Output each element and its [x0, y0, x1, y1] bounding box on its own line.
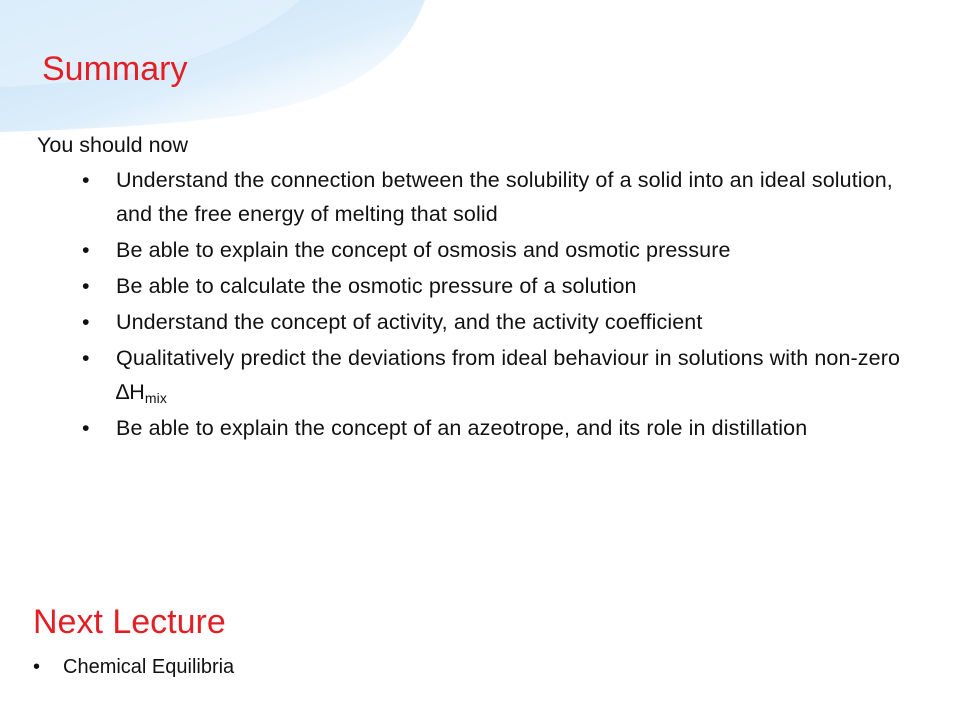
summary-item-text: Understand the connection between the solubility of a solid into an ideal solution, and the free energy of melting that solid: [116, 168, 893, 226]
bullet-icon: •: [82, 238, 90, 262]
next-lecture-item-text: Chemical Equilibria: [63, 656, 235, 678]
bullet-icon: •: [82, 416, 90, 440]
summary-title: Summary: [42, 50, 188, 88]
summary-item-text: Understand the concept of activity, and the activity coefficient: [116, 310, 703, 334]
summary-item: [82, 305, 932, 339]
summary-item-text: Be able to explain the concept of an azeotrope, and its role in distillation: [116, 416, 808, 440]
bullet-icon: •: [33, 656, 41, 678]
next-lecture-title: Next Lecture: [33, 603, 226, 641]
bullet-icon: •: [82, 346, 90, 370]
bullet-icon: •: [82, 274, 90, 298]
summary-item-text: Qualitatively predict the deviations from ideal behaviour in solutions with non-zero ∆H: [116, 346, 901, 404]
summary-item-text: Be able to explain the concept of osmosis and osmotic pressure: [116, 238, 731, 262]
summary-item: [82, 411, 932, 445]
summary-item: [82, 163, 932, 231]
summary-item-text: Be able to calculate the osmotic pressure of a solution: [116, 274, 637, 298]
summary-item: [82, 341, 932, 409]
summary-intro: You should now: [37, 133, 189, 157]
bullet-icon: •: [82, 310, 90, 334]
summary-item: [82, 233, 932, 267]
summary-list: [82, 163, 932, 447]
subscript-mix: mix: [144, 390, 167, 406]
next-lecture-item: [33, 652, 234, 682]
next-lecture-list: [33, 652, 234, 682]
summary-item: [82, 269, 932, 303]
bullet-icon: •: [82, 168, 90, 192]
